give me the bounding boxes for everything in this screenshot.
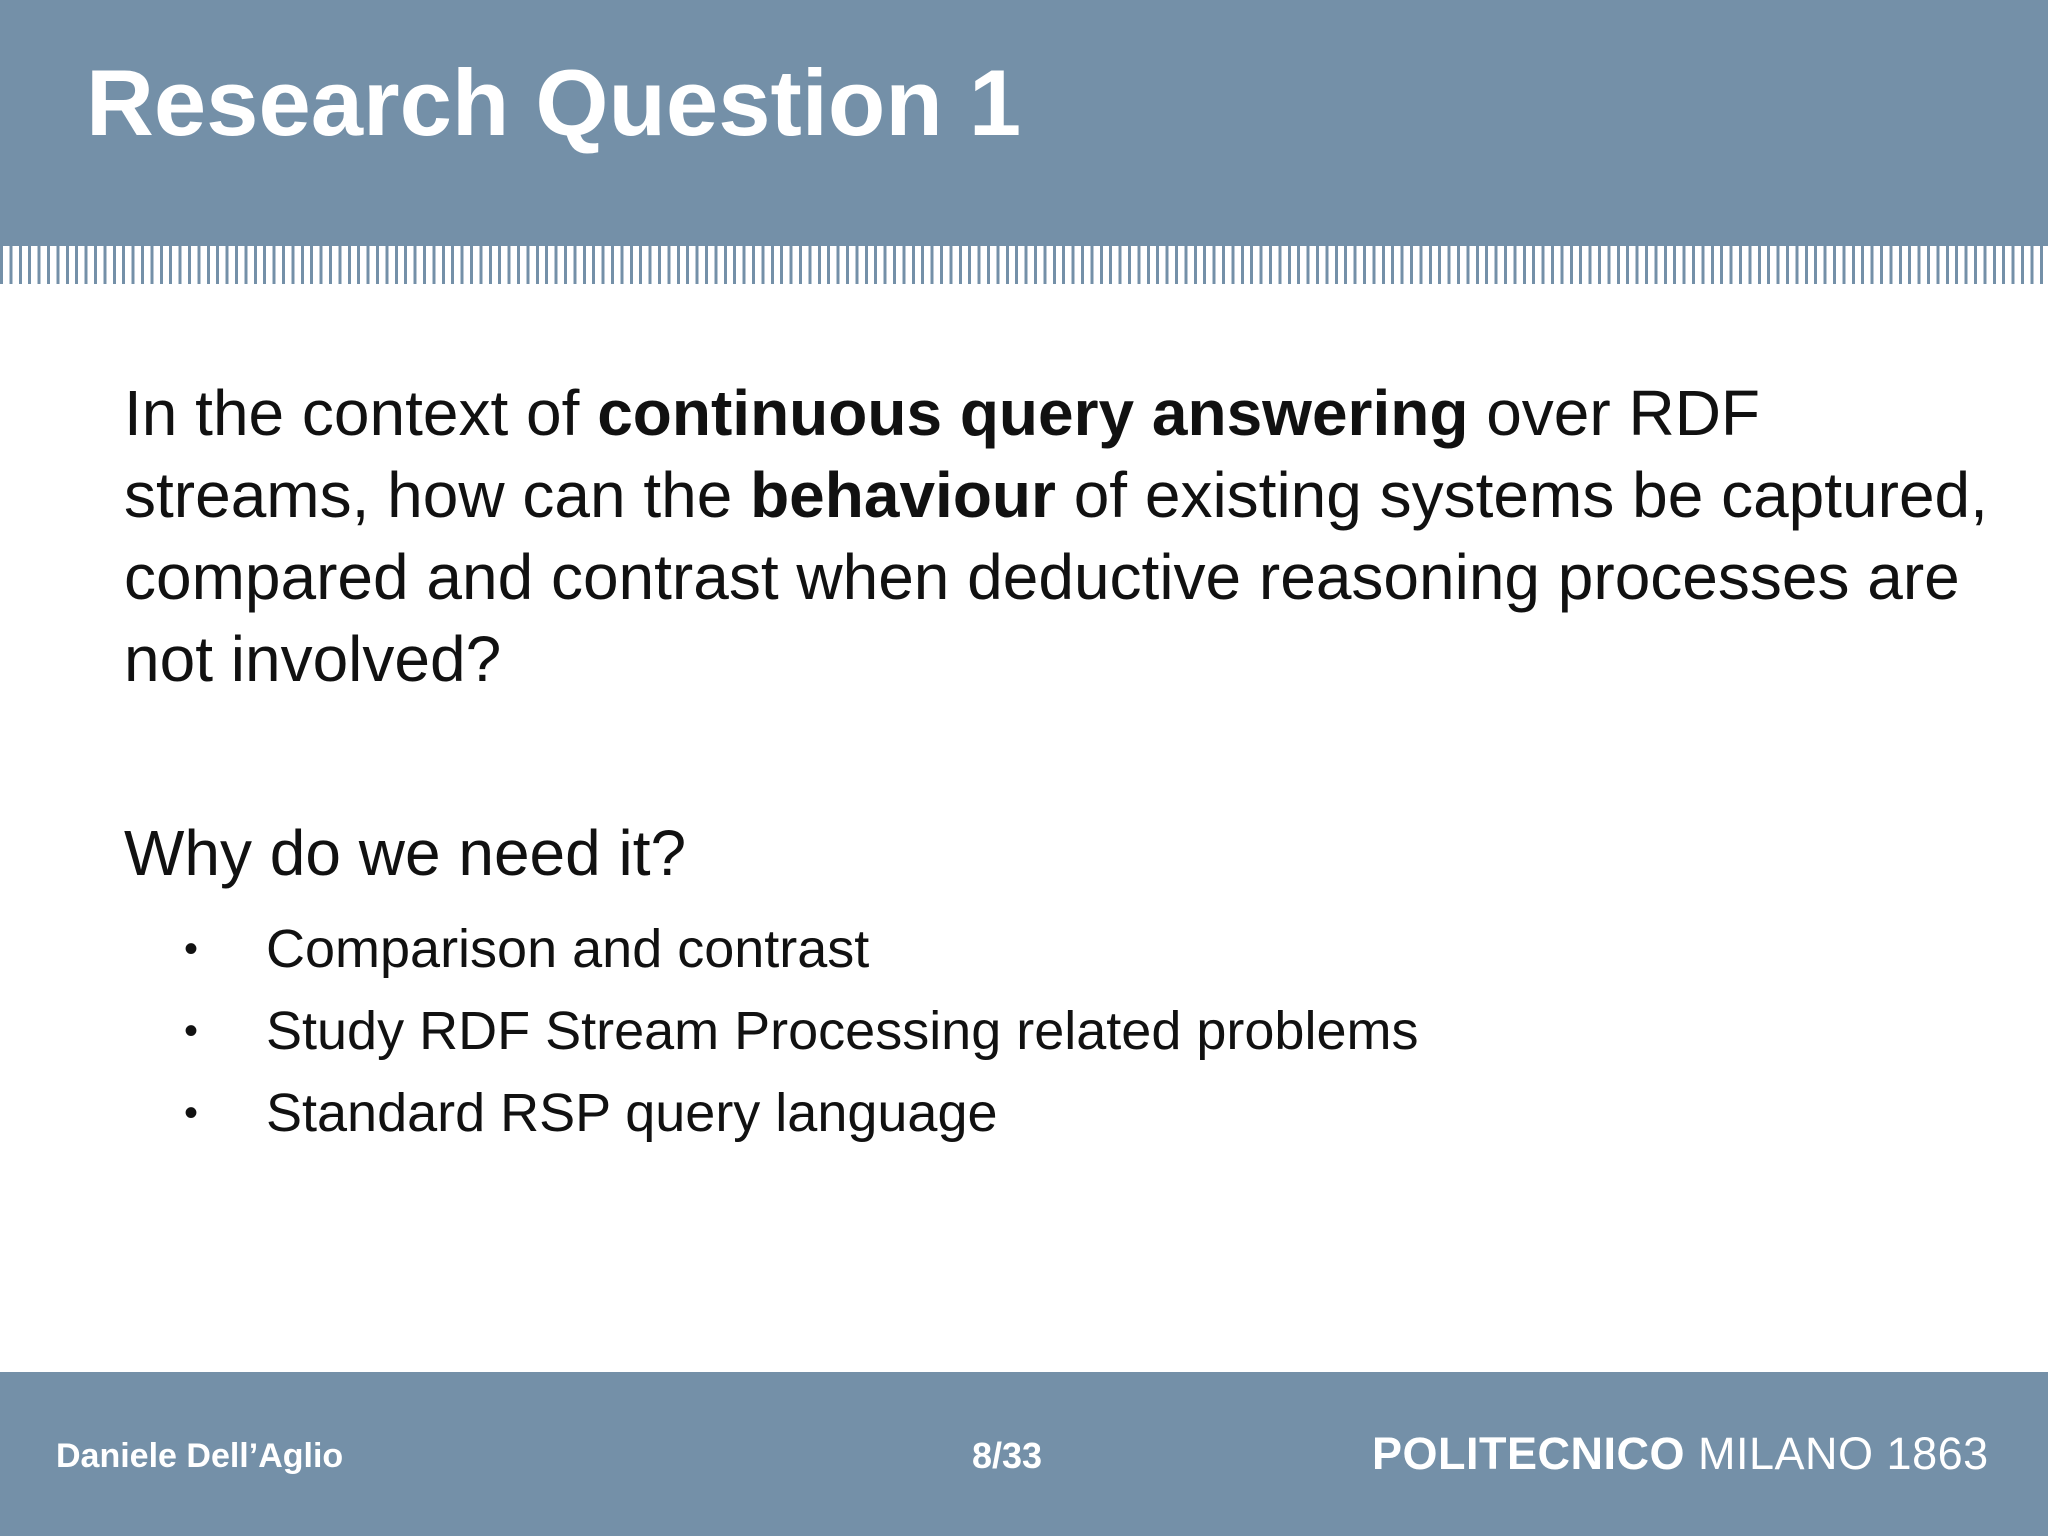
question-bold-1: continuous query answering xyxy=(597,377,1469,449)
logo-rest: MILANO 1863 xyxy=(1685,1428,1989,1479)
slide-content xyxy=(124,372,2004,1143)
header-tick-border xyxy=(0,246,2048,284)
research-question xyxy=(124,372,2004,700)
page-number: 8/33 xyxy=(972,1435,1043,1476)
bullet-icon: • xyxy=(184,927,199,971)
slide-header xyxy=(0,0,2048,246)
university-logo xyxy=(1372,1428,1989,1480)
question-text-2: over RDF streams, how can the xyxy=(124,377,1760,531)
bullet-text: Comparison and contrast xyxy=(266,919,870,979)
bullet-icon: • xyxy=(184,1009,199,1053)
question-text-1: In the context of xyxy=(124,377,598,449)
logo-name: POLITECNICO xyxy=(1372,1428,1686,1479)
bullet-text: Standard RSP query language xyxy=(266,1083,998,1143)
question-text-3: of existing systems be captured, compared and contrast when deductive reasoning processes are not involved? xyxy=(124,459,1988,695)
question-bold-2: behaviour xyxy=(750,459,1056,531)
bullet-icon: • xyxy=(184,1091,199,1135)
bullet-text: Study RDF Stream Processing related problems xyxy=(266,1001,1419,1061)
subheading: Why do we need it? xyxy=(124,817,687,889)
author-name: Daniele Dell’Aglio xyxy=(56,1437,344,1475)
slide-footer xyxy=(0,1372,2048,1536)
slide-title: Research Question 1 xyxy=(86,50,1022,155)
